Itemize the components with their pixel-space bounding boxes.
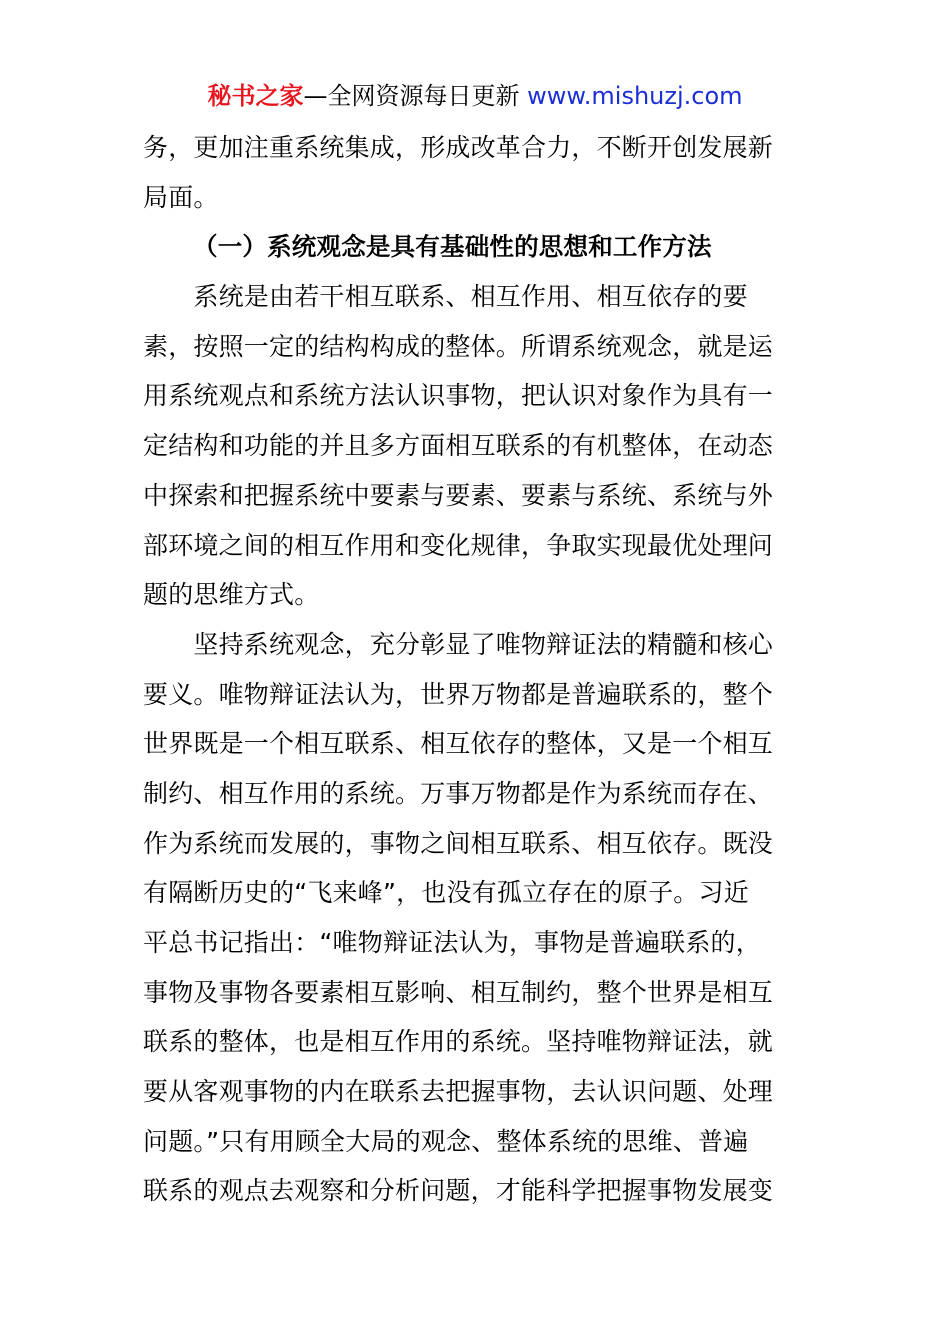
document-body	[143, 123, 808, 1216]
text-line: 世界既是一个相互联系、相互依存的整体，又是一个相互	[143, 729, 774, 759]
header-brand: 秘书之家	[207, 82, 304, 110]
text-line: 联系的观点去观察和分析问题，才能科学把握事物发展变	[143, 1176, 774, 1206]
text-line: 平总书记指出：“唯物辩证法认为，事物是普遍联系的，	[143, 928, 761, 957]
text-line: 务，更加注重系统集成，形成改革合力，不断开创发展新	[143, 133, 774, 162]
text-line: 系统是由若干相互联系、相互作用、相互依存的要	[143, 282, 748, 312]
header-tagline: —全网资源每日更新	[303, 82, 528, 110]
text-line: 要义。唯物辩证法认为，世界万物都是普遍联系的，整个	[143, 679, 774, 709]
text-line: 素，按照一定的结构构成的整体。所谓系统观念，就是运	[143, 331, 774, 361]
section-heading: （一）系统观念是具有基础性的思想和工作方法	[193, 232, 712, 262]
page-header	[0, 80, 950, 112]
text-line: 制约、相互作用的系统。万事万物都是作为系统而存在、	[143, 778, 774, 808]
text-line: 部环境之间的相互作用和变化规律，争取实现最优处理问	[143, 530, 774, 560]
text-line: 作为系统而发展的，事物之间相互联系、相互依存。既没	[143, 828, 774, 858]
text-line: 事物及事物各要素相互影响、相互制约，整个世界是相互	[143, 977, 774, 1007]
text-line: 用系统观点和系统方法认识事物，把认识对象作为具有一	[143, 381, 774, 411]
text-line: 有隔断历史的“飞来峰”，也没有孤立存在的原子。习近	[143, 878, 749, 908]
text-line: 坚持系统观念，充分彰显了唯物辩证法的精髓和核心	[143, 629, 774, 659]
text-line: 问题。”只有用顾全大局的观念、整体系统的思维、普遍	[143, 1126, 749, 1156]
header-url-link[interactable]: www.mishuzj.com	[527, 82, 743, 110]
text-line: 中探索和把握系统中要素与要素、要素与系统、系统与外	[143, 480, 774, 510]
text-line: 要从客观事物的内在联系去把握事物，去认识问题、处理	[143, 1077, 774, 1107]
text-line: 联系的整体，也是相互作用的系统。坚持唯物辩证法，就	[143, 1027, 774, 1057]
text-line: 题的思维方式。	[143, 580, 320, 610]
text-line: 局面。	[143, 182, 219, 212]
text-line: 定结构和功能的并且多方面相互联系的有机整体，在动态	[143, 431, 774, 461]
